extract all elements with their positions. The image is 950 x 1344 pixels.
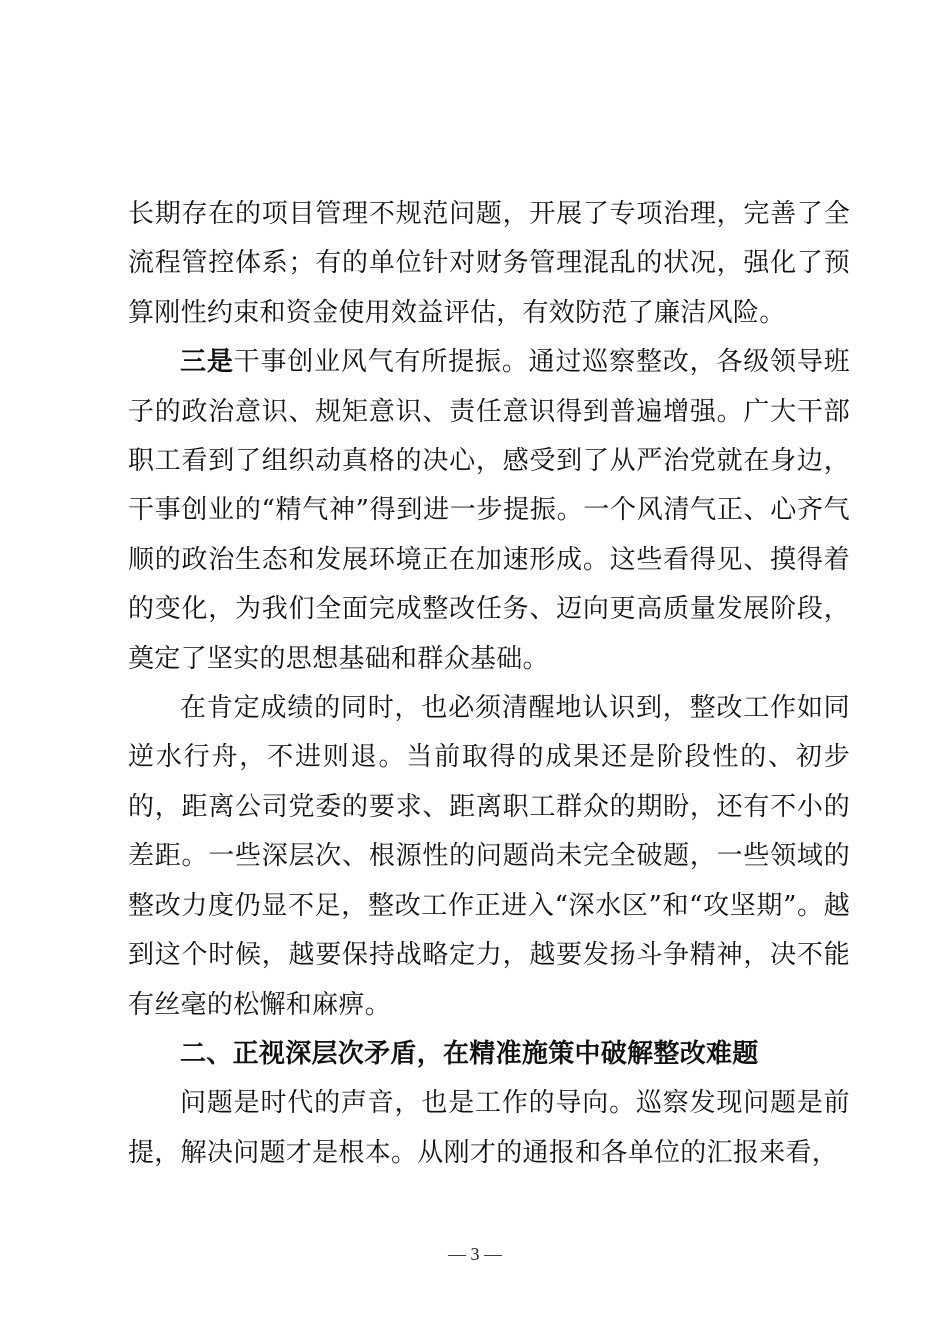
document-body	[128, 190, 850, 1178]
paragraph-text: 问题是时代的声音，也是工作的导向。巡察发现问题是前提，解决问题才是根本。从刚才的通报和各单位的汇报来看，	[128, 1088, 850, 1168]
paragraph-problem-intro	[128, 1079, 850, 1178]
paragraph-point-three	[128, 338, 850, 684]
paragraph-reflection	[128, 684, 850, 1030]
section-heading: 二、正视深层次矛盾，在精准施策中破解整改难题	[180, 1038, 759, 1069]
paragraph-text: 在肯定成绩的同时，也必须清醒地认识到，整改工作如同逆水行舟，不进则退。当前取得的成果还是阶段性的、初步的，距离公司党委的要求、距离职工群众的期盼，还有不小的差距。一些深层次、根源性的问题尚未完全破题，一些领域的整改力度仍显不足，整改工作正进入“深水区”和“攻坚期”。越到这个时候，越要保持战略定力，越要发扬斗争精神，决不能有丝毫的松懈和麻痹。	[128, 693, 850, 1020]
paragraph-text: 干事创业风气有所提振。通过巡察整改，各级领导班子的政治意识、规矩意识、责任意识得到普遍增强。广大干部职工看到了组织动真格的决心，感受到了从严治党就在身边，干事创业的“精气神”得到进一步提振。一个风清气正、心齐气顺的政治生态和发展环境正在加速形成。这些看得见、摸得着的变化，为我们全面完成整改任务、迈向更高质量发展阶段，奠定了坚实的思想基础和群众基础。	[128, 347, 850, 674]
paragraph-text: 长期存在的项目管理不规范问题，开展了专项治理，完善了全流程管控体系；有的单位针对财务管理混乱的状况，强化了预算刚性约束和资金使用效益评估，有效防范了廉洁风险。	[128, 199, 850, 328]
paragraph-continuation	[128, 190, 850, 338]
page-number: — 3 —	[448, 1244, 502, 1264]
paragraph-bold-lead: 三是	[180, 347, 234, 378]
